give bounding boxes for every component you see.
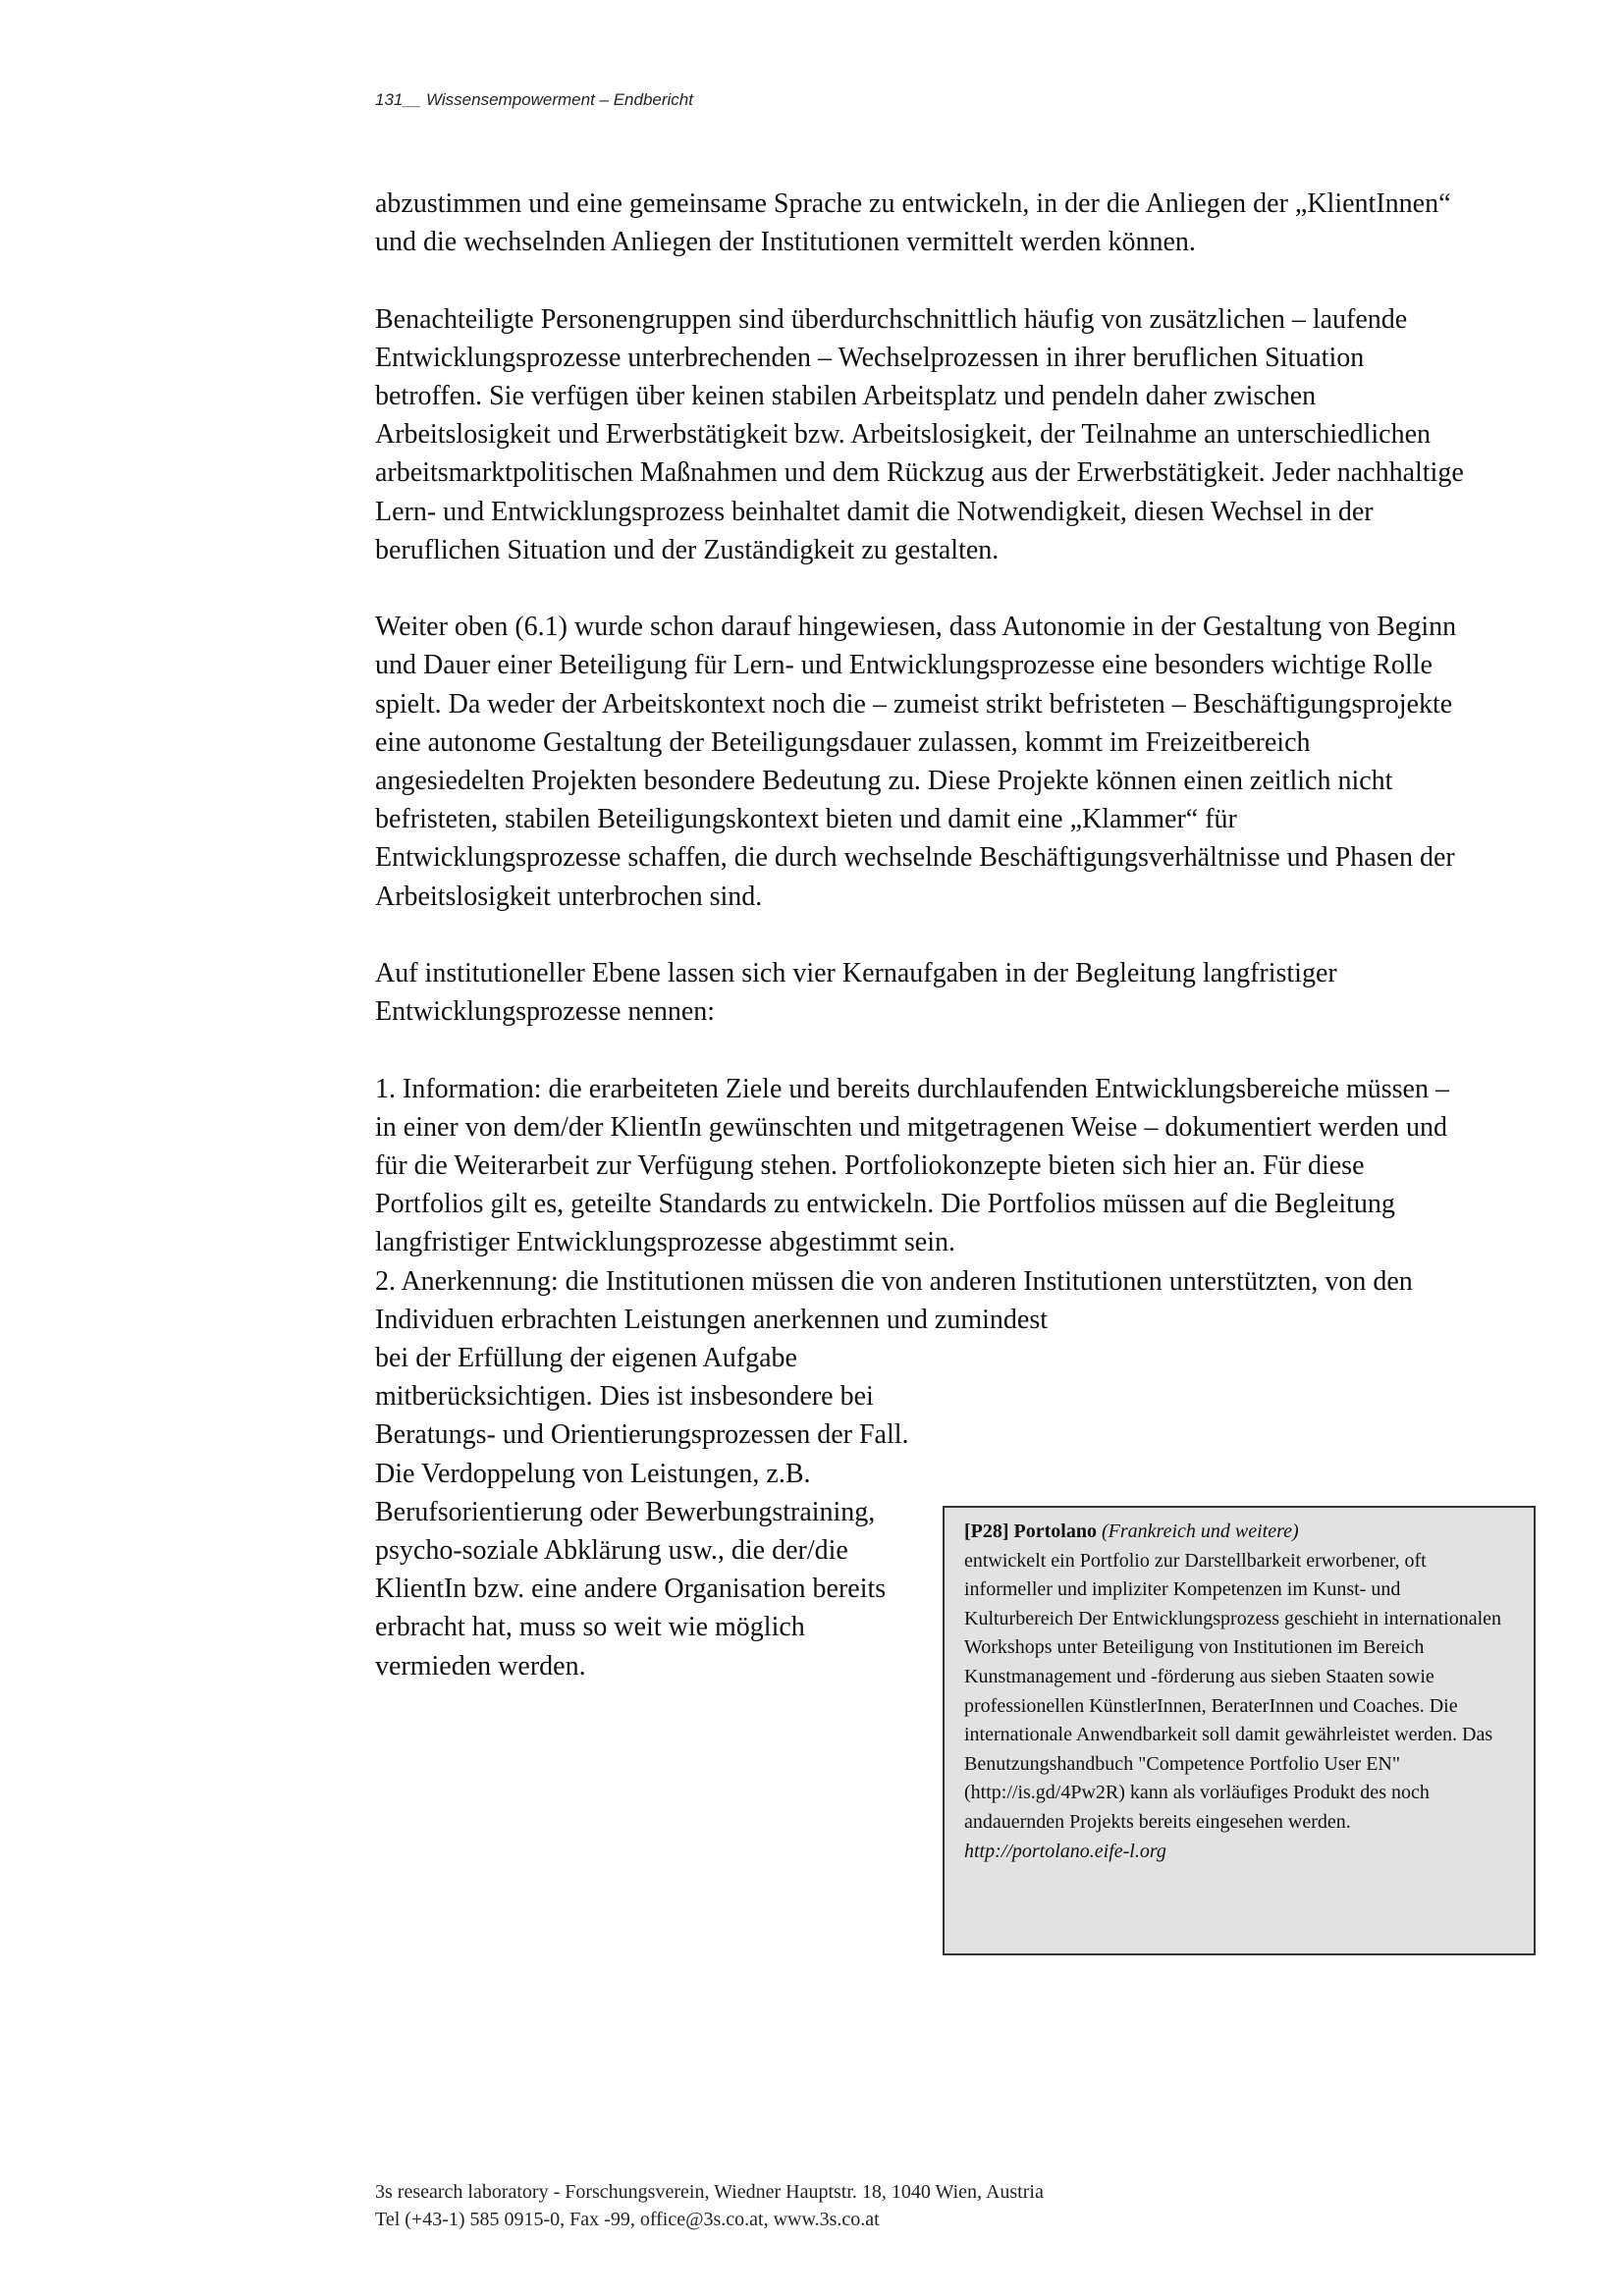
project-url: http://portolano.eife-l.org [964,1840,1166,1862]
paragraph-2: Benachteiligte Personengruppen sind überdurchschnittlich häufig von zusätzlichen – laufende Entwicklungsprozesse unterbrechenden – Wechselprozessen in ihrer beruflichen Situation betroffen. Sie verfügen über keinen stabilen Arbeitsplatz und pendeln daher zwischen Arbeitslosigkeit und Erwerbstätigkeit bzw. Arbeitslosigkeit, der Teilnahme an unterschiedlichen arbeitsmarktpolitischen Maßnahmen und dem Rückzug aus der Erwerbstätigkeit. Jeder nachhaltige Lern- und Entwicklungsprozess beinhaltet damit die Notwendigkeit, diesen Wechsel in der beruflichen Situation und der Zuständigkeit zu gestalten. [375,303,1464,565]
project-origin: (Frankreich und weitere) [1101,1521,1299,1542]
project-description: entwickelt ein Portfolio zur Darstellbarkeit erworbener, oft informeller und impliziter Kompetenzen im Kunst- und Kulturbereich Der Entwicklungsprozess geschieht in internationalen Workshops unter Beteiligung von Institutionen im Bereich Kunstmanagement und -förderung aus sieben Staaten sowie professionellen KünstlerInnen, BeraterInnen und Coaches. Die internationale Anwendbarkeit soll damit gewährleistet werden. Das Benutzungshandbuch "Competence Portfolio User EN" (http://is.gd/4Pw2R) kann als vorläufiges Produkt des noch andauernden Projekts bereits eingesehen werden. [964,1549,1502,1833]
paragraph-3: Weiter oben (6.1) wurde schon darauf hingewiesen, dass Autonomie in der Gestaltung von Beginn und Dauer einer Beteiligung für Lern- und Entwicklungsprozesse eine besonders wichtige Rolle spielt. Da weder der Arbeitskontext noch die – zumeist strikt befristeten – Beschäftigungsprojekte eine autonome Gestaltung der Beteiligungsdauer zulassen, kommt im Freizeitbereich angesiedelten Projekten besondere Bedeutung zu. Diese Projekte können einen zeitlich nicht befristeten, stabilen Beteiligungskontext bieten und damit eine „Klammer“ für Entwicklungsprozesse schaffen, die durch wechselnde Beschäftigungsverhältnisse und Phasen der Arbeitslosigkeit unterbrochen sind. [375,612,1457,912]
paragraph-5-information: 1. Information: die erarbeiteten Ziele und bereits durchlaufenden Entwicklungsbereiche müssen – in einer von dem/der KlientIn gewünschten und mitgetragenen Weise – dokumentiert werden und für die Weiterarbeit zur Verfügung stehen. Portfoliokonzepte bieten sich hier an. Für diese Portfolios gilt es, geteilte Standards zu entwickeln. Die Portfolios müssen auf die Begleitung langfristiger Entwicklungsprozesse abgestimmt sein. [375,1073,1449,1258]
paragraph-6-anerkennung: 2. Anerkennung: die Institutionen müssen die von anderen Institutionen unterstützten, von den Individuen erbrachten Leistungen anerkennen und zumindest [375,1265,1413,1335]
page-footer [375,2178,1044,2233]
footer-contact: Tel (+43-1) 585 0915-0, Fax -99, office@3s.co.at, www.3s.co.at [375,2209,880,2230]
body-text [375,185,1465,1685]
paragraph-4: Auf institutioneller Ebene lassen sich vier Kernaufgaben in der Begleitung langfristiger Entwicklungsprozesse nennen: [375,958,1337,1028]
project-info-box [943,1506,1536,1955]
footer-address: 3s research laboratory - Forschungsverein, Wiedner Hauptstr. 18, 1040 Wien, Austria [375,2181,1044,2203]
paragraph-1: abzustimmen und eine gemeinsame Sprache zu entwickeln, in der die Anliegen der „KlientInnen“ und die wechselnden Anliegen der Institutionen vermittelt werden können. [375,188,1451,258]
running-header: 131__ Wissensempowerment – Endbericht [375,90,693,109]
project-tag: [P28] Portolano [964,1521,1097,1542]
paragraph-6-continuation: bei der Erfüllung der eigenen Aufgabe mitberücksichtigen. Dies ist insbesondere bei Beratungs- und Orientierungsprozessen der Fall. Die Verdoppelung von Leistungen, z.B. Berufsorientierung oder Bewerbungstraining, psycho-soziale Abklärung usw., die der/die KlientIn bzw. eine andere Organisation bereits erbracht hat, muss so weit wie möglich vermieden werden. [375,1343,909,1682]
